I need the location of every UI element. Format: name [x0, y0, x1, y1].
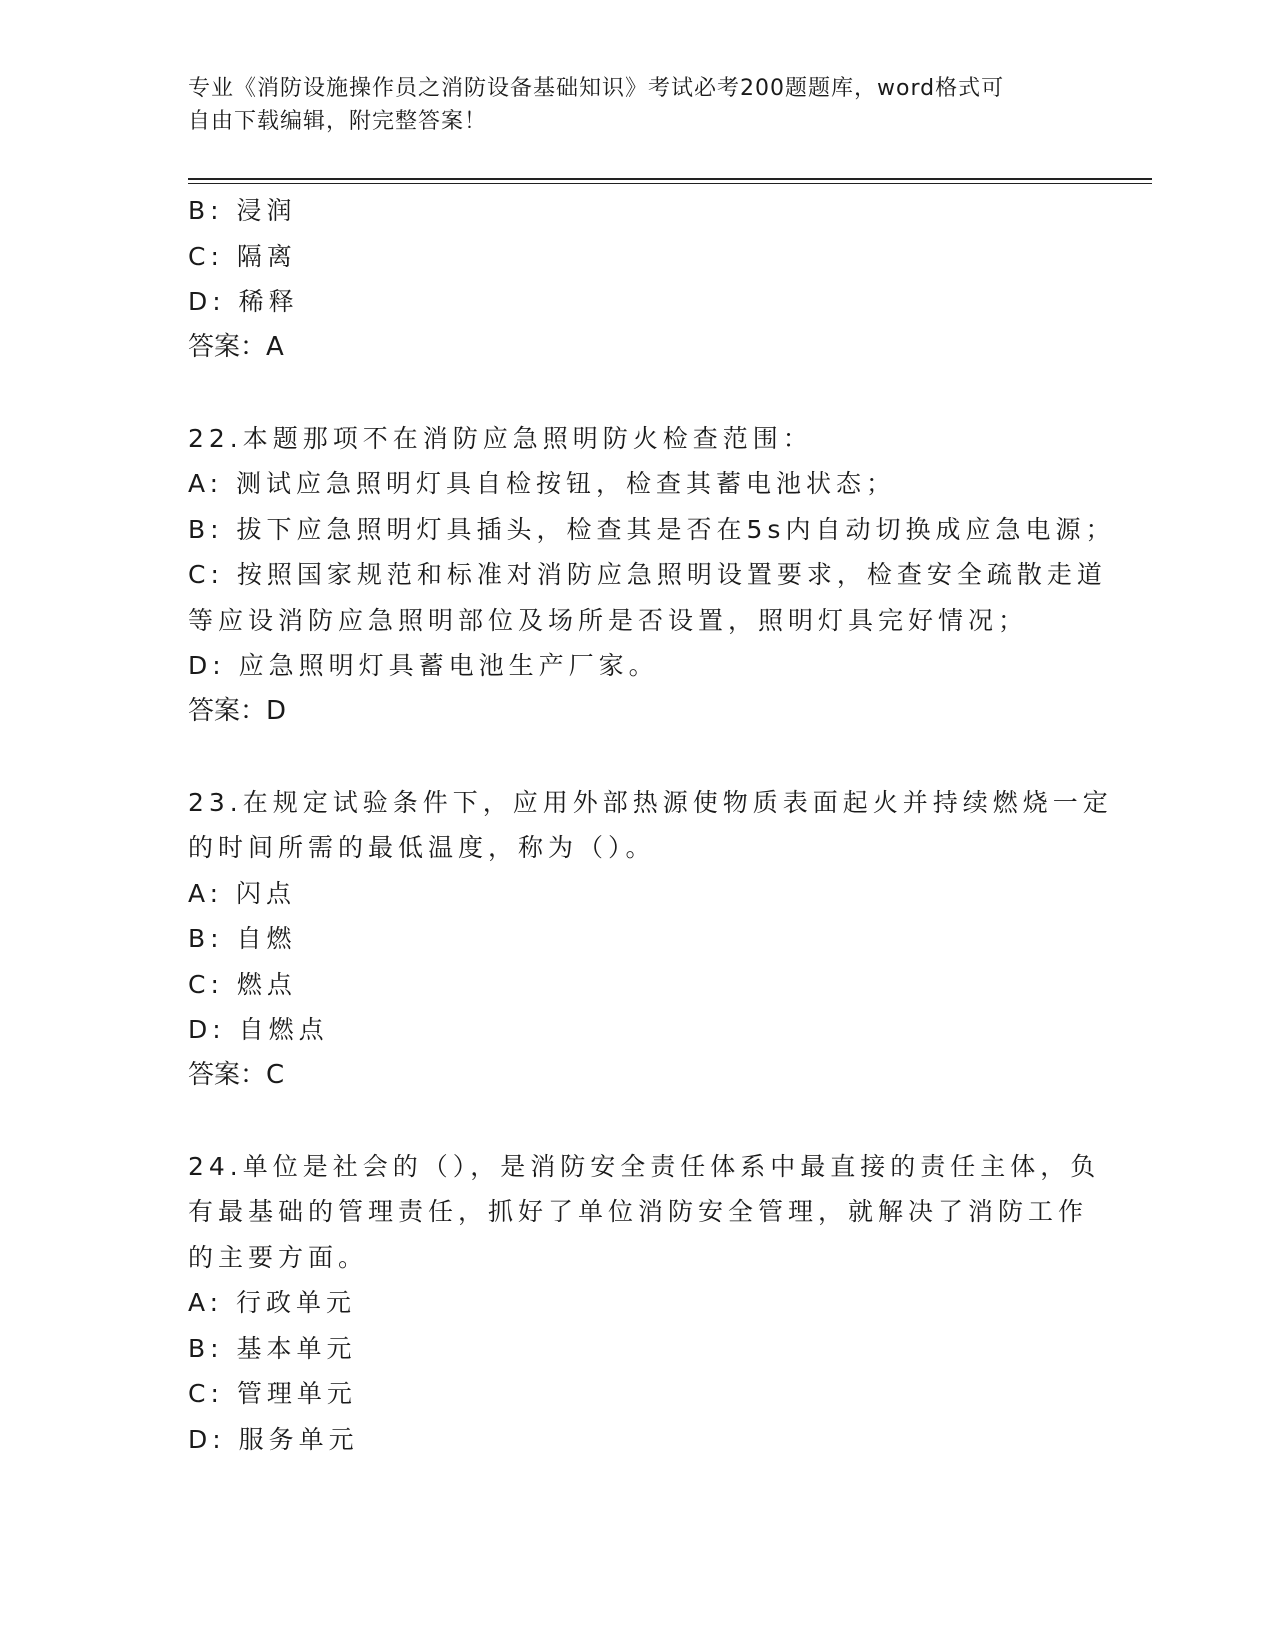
answer-line: 答案：A [188, 331, 284, 362]
option-c: C: 隔离 [188, 241, 297, 271]
option-b: B: 拔下应急照明灯具插头，检查其是否在5s内自动切换成应急电源； [188, 514, 1116, 544]
spacer [188, 1098, 1088, 1144]
option-a: A: 闪点 [188, 878, 297, 908]
question-stem-continued: 有最基础的管理责任，抓好了单位消防安全管理，就解决了消防工作 [188, 1197, 1089, 1226]
question-stem: 24.单位是社会的（），是消防安全责任体系中最直接的责任主体，负 [188, 1151, 1101, 1181]
question-stem-continued: 的时间所需的最低温度，称为（）。 [188, 833, 656, 862]
question-stem-continued: 的主要方面。 [188, 1242, 369, 1272]
header-divider-thick [188, 178, 1152, 180]
option-d: D: 应急照明灯具蓄电池生产厂家。 [188, 651, 659, 680]
option-b: B: 自燃 [188, 924, 297, 953]
header-line-2: 自由下载编辑，附完整答案！ [188, 109, 488, 134]
answer-line: 答案：C [188, 1059, 285, 1090]
header-divider-thin [188, 183, 1152, 184]
option-a: A: 测试应急照明灯具自检按钮，检查其蓄电池状态； [188, 469, 897, 498]
option-c: C: 燃点 [188, 969, 297, 999]
option-d: D: 自燃点 [188, 1015, 329, 1044]
question-stem: 23.在规定试验条件下，应用外部热源使物质表面起火并持续燃烧一定 [188, 787, 1113, 817]
option-a: A: 行政单元 [188, 1288, 357, 1317]
spacer [188, 370, 1088, 416]
option-c-continued: 等应设消防应急照明部位及场所是否设置，照明灯具完好情况； [188, 605, 1029, 635]
option-d: D: 服务单元 [188, 1424, 359, 1454]
question-list [188, 188, 1116, 1462]
question-22 [188, 416, 1116, 735]
option-d: D: 稀释 [188, 287, 299, 316]
question-stem: 22.本题那项不在消防应急照明防火检查范围： [188, 423, 813, 453]
option-c: C: 按照国家规范和标准对消防应急照明设置要求，检查安全疏散走道 [188, 560, 1107, 589]
answer-line: 答案：D [188, 695, 287, 726]
option-c: C: 管理单元 [188, 1379, 357, 1408]
document-header [188, 72, 1088, 138]
header-line-1: 专业《消防设施操作员之消防设备基础知识》考试必考200题题库，word格式可 [188, 76, 1005, 101]
question-21-partial [188, 188, 1088, 370]
option-b: B: 基本单元 [188, 1333, 357, 1363]
option-b: B: 浸润 [188, 196, 297, 225]
spacer [188, 734, 1088, 780]
question-24 [188, 1144, 1101, 1463]
question-23 [188, 780, 1113, 1099]
